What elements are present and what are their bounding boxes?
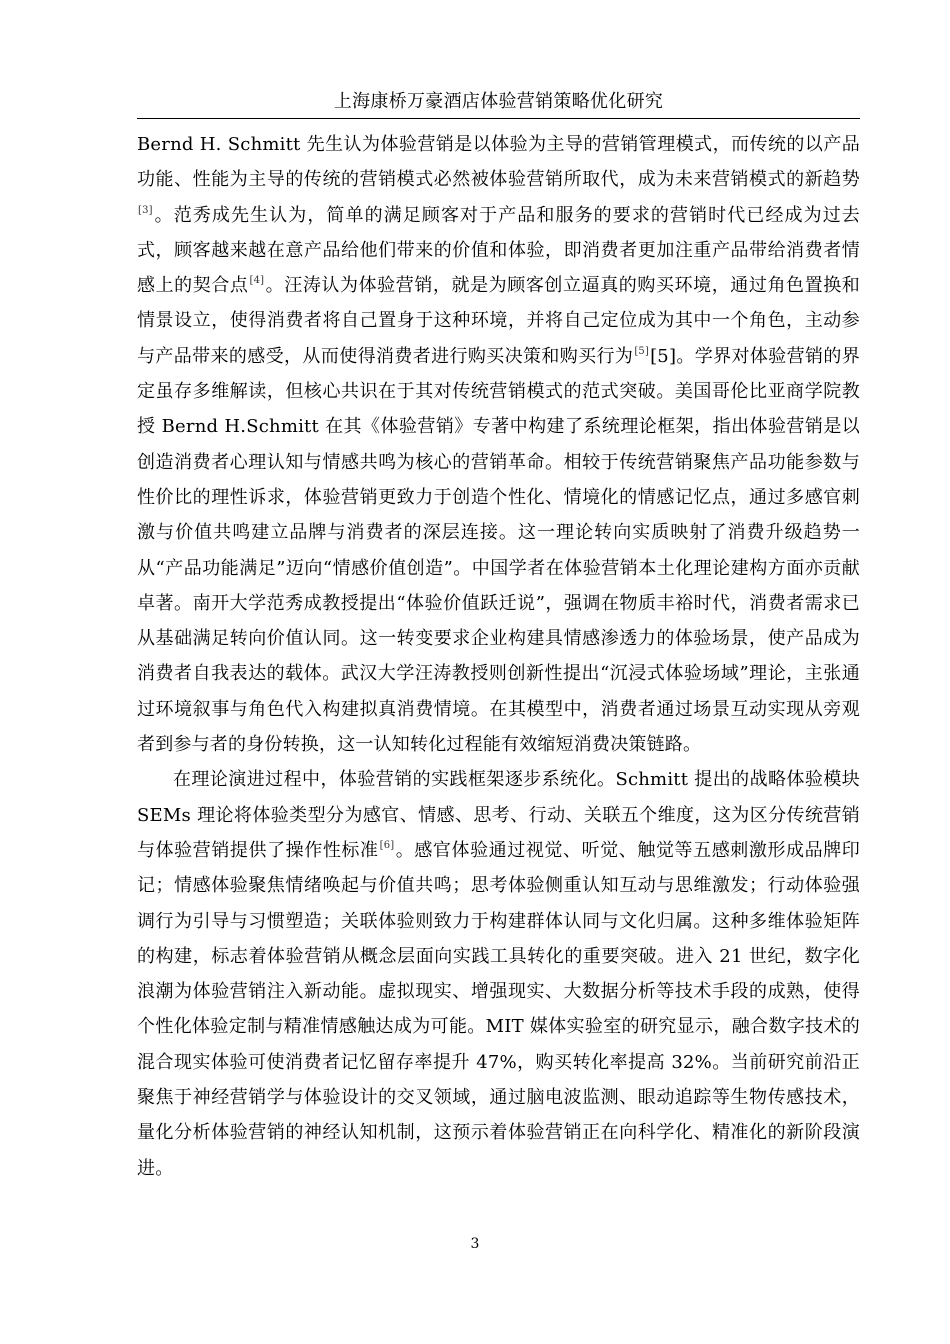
paragraph-literature-review [137,127,860,762]
header-divider [137,118,860,119]
text-run: Bernd H. Schmitt 先生认为体验营销是以体验为主导的营销管理模式，而传统的以产品功能、性能为主导的传统的营销模式必然被体验营销所取代，成为未来营销模式的新趋势 [137,134,860,191]
citation-ref: [6] [379,839,395,851]
page-number: 3 [470,1236,480,1252]
text-run: [5]。学界对体验营销的界定虽存多维解读，但核心共识在于其对传统营销模式的范式突破。美国哥伦比亚商学院教授 Bernd H.Schmitt 在其《体验营销》专著中构建了系统理论框架，指出体验营销是以创造消费者心理认知与情感共鸣为核心的营销革命。相较于传统营销聚焦产品功能参数与性价比的理性诉求，体验营销更致力于创造个性化、情境化的情感记忆点，通过多感官刺激与价值共鸣建立品牌与消费者的深层连接。这一理论转向实质映射了消费升级趋势一从“产品功能满足”迈向“情感价值创造”。中国学者在体验营销本土化理论建构方面亦贡献卓著。南开大学范秀成教授提出“体验价值跃迁说”，强调在物质丰裕时代，消费者需求已从基础满足转向价值认同。这一转变要求企业构建具情感渗透力的体验场景，使产品成为消费者自我表达的载体。武汉大学汪涛教授则创新性提出“沉浸式体验场域”理论，主张通过环境叙事与角色代入构建拟真消费情境。在其模型中，消费者通过场景互动实现从旁观者到参与者的身份转换，这一认知转化过程能有效缩短消费决策链路。 [137,345,860,756]
paragraph-theory-evolution [137,762,860,1186]
running-header: 上海康桥万豪酒店体验营销策略优化研究 [333,91,664,112]
text-run: 。范秀成先生认为，简单的满足顾客对于产品和服务的要求的营销时代已经成为过去式，顾客越来越在意产品给他们带来的价值和体验，即消费者更加注重产品带给消费者情感上的契合点 [137,204,860,297]
text-run: 在理论演进过程中，体验营销的实践框架逐步系统化。Schmitt 提出的战略体验模块 SEMs 理论将体验类型分为感官、情感、思考、行动、关联五个维度，这为区分传统营销与体验营销提供了操作性标准 [137,769,860,861]
citation-ref: [4] [249,275,265,287]
text-run: 。感官体验通过视觉、听觉、触觉等五感刺激形成品牌印记；情感体验聚焦情绪唤起与价值共鸣；思考体验侧重认知互动与思维激发；行动体验强调行为引导与习惯塑造；关联体验则致力于构建群体认同与文化归属。这种多维体验矩阵的构建，标志着体验营销从概念层面向实践工具转化的重要突破。进入 21 世纪，数字化浪潮为体验营销注入新动能。虚拟现实、增强现实、大数据分析等技术手段的成熟，使得个性化体验定制与精准情感触达成为可能。MIT 媒体实验室的研究显示，融合数字技术的混合现实体验可使消费者记忆留存率提升 47%，购买转化率提高 32%。当前研究前沿正聚焦于神经营销学与体验设计的交叉领域，通过脑电波监测、眼动追踪等生物传感技术，量化分析体验营销的神经认知机制，这预示着体验营销正在向科学化、精准化的新阶段演进。 [137,839,860,1179]
citation-ref: [5] [634,345,650,357]
text-run: 。汪涛认为体验营销，就是为顾客创立逼真的购买环境，通过角色置换和情景设立，使得消费者将自己置身于这种环境，并将自己定位成为其中一个角色，主动参与产品带来的感受，从而使得消费者进行购买决策和购买行为 [137,275,860,367]
citation-ref: [3] [138,204,153,216]
body-text [137,127,860,1186]
